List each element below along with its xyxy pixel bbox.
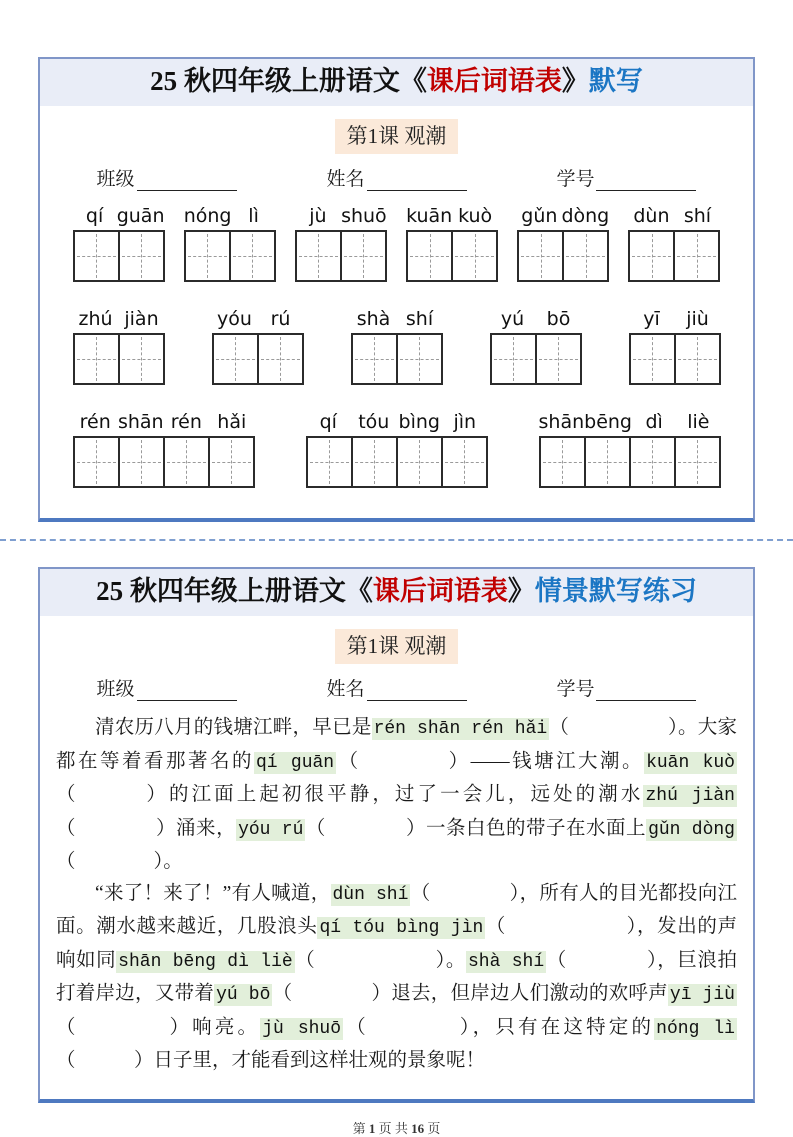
passage-pinyin: yú bō: [216, 985, 271, 1006]
pinyin-syllable: shān: [117, 411, 164, 434]
passage-text: （ ）。: [294, 949, 466, 971]
grid-cell: [535, 333, 582, 385]
pinyin-label: [73, 411, 255, 433]
pinyin-syllable: gǔn: [521, 205, 558, 228]
passage-text: （ ），只有在这特定的: [343, 1016, 655, 1038]
grid-cell: [674, 333, 721, 385]
passage-text: （ ）。: [56, 851, 183, 873]
grid-row: [73, 411, 721, 488]
passage-pinyin: yóu rú: [238, 819, 304, 840]
grid-cell: [340, 230, 387, 282]
pinyin-syllable: dòng: [561, 205, 610, 228]
title-rbracket: 》: [561, 66, 589, 96]
pinyin-syllable: lì: [248, 205, 259, 228]
word-unit: [306, 411, 488, 488]
grid-cell: [184, 230, 231, 282]
grid-cell: [351, 436, 398, 488]
passage-pinyin: gǔn dòng: [648, 819, 735, 840]
lesson-tag: 第1课 观潮: [335, 119, 459, 154]
pinyin-label: [406, 205, 498, 227]
passage-text: （ ）——钱塘江大潮。: [336, 750, 645, 772]
title-lbracket: 《: [345, 576, 373, 607]
pinyin-syllable: jù: [309, 205, 327, 228]
pinyin-syllable: bō: [546, 308, 571, 331]
field-name: [326, 674, 466, 701]
title-suffix: 默写: [588, 66, 643, 96]
student-fields: [97, 674, 697, 701]
writing-grid: [406, 230, 498, 282]
footer-total-pages: 16: [411, 1120, 425, 1136]
pinyin-syllable: bìng: [398, 411, 440, 434]
field-class: [97, 164, 237, 191]
pinyin-label: [351, 308, 443, 330]
pinyin-syllable: shuō: [341, 205, 387, 228]
passage-pinyin: kuān kuò: [646, 752, 735, 773]
field-class-label: 班级: [96, 169, 135, 191]
pinyin-syllable: shí: [683, 205, 712, 228]
grid-cell: [451, 230, 498, 282]
passage-text: （ ），发出的声响如同: [56, 916, 737, 971]
practice-section: [38, 567, 755, 1103]
passage-pinyin: qí tóu bìng jìn: [319, 918, 484, 939]
grid-cell: [118, 436, 165, 488]
writing-grid: [73, 230, 165, 282]
grid-cell: [396, 436, 443, 488]
field-name-label: 姓名: [326, 679, 365, 701]
passage-text: （ ），巨浪拍打着岸边，又带着: [56, 949, 737, 1005]
pinyin-syllable: jiù: [686, 308, 709, 331]
pinyin-syllable: liè: [687, 411, 710, 434]
pinyin-syllable: bēng: [584, 411, 632, 434]
word-unit: [539, 411, 721, 488]
passage-pinyin: shān bēng dì liè: [118, 951, 293, 972]
passage-text: （ ）的江面上起初很平静，过了一会儿，远处的潮水: [56, 784, 644, 806]
title-book-name: 课后词语表: [426, 66, 562, 96]
pinyin-label: [212, 308, 304, 330]
title-lbracket: 《: [399, 66, 427, 96]
pinyin-syllable: jìn: [453, 411, 477, 434]
dictation-title: [40, 59, 753, 106]
passage-pinyin: rén shān rén hǎi: [373, 719, 548, 740]
pinyin-syllable: yóu: [217, 308, 252, 331]
passage-text: （ ）涌来，: [56, 817, 237, 839]
grid-cell: [257, 333, 304, 385]
grid-cell: [73, 230, 120, 282]
field-class: [97, 674, 237, 701]
pinyin-syllable: yú: [500, 308, 525, 331]
pinyin-syllable: shān: [538, 411, 585, 434]
field-class-blank: [137, 170, 237, 191]
word-unit: [73, 308, 165, 385]
grid-cell: [490, 333, 537, 385]
passage-pinyin: zhú jiàn: [645, 786, 735, 807]
grid-cell: [212, 333, 259, 385]
word-unit: [406, 205, 498, 282]
passage-text: “来了！来了！”有人喊道，: [95, 882, 331, 904]
field-student-number: [556, 674, 696, 701]
grid-cell: [584, 436, 631, 488]
writing-grid: [212, 333, 304, 385]
footer-prefix: 第: [352, 1120, 369, 1136]
grid-cell: [163, 436, 210, 488]
title-rbracket: 》: [507, 576, 535, 607]
pinyin-label: [73, 308, 165, 330]
writing-grid: [184, 230, 276, 282]
field-name-label: 姓名: [326, 169, 365, 191]
grid-cell: [351, 333, 398, 385]
field-student-number-blank: [596, 681, 696, 702]
grid-cell: [628, 230, 675, 282]
passage-text: 清农历八月的钱塘江畔，早已是: [95, 717, 372, 739]
passage-pinyin: yī jiù: [669, 985, 735, 1006]
title-book-name: 课后词语表: [372, 576, 508, 607]
writing-grid: [490, 333, 582, 385]
student-fields: [97, 164, 697, 191]
passage-text: （ ）日子里，才能看到这样壮观的景象呢！: [56, 1050, 486, 1072]
footer-middle: 页 共: [375, 1120, 412, 1136]
writing-grid: [306, 436, 488, 488]
grid-cell: [441, 436, 488, 488]
writing-grid: [73, 333, 165, 385]
pinyin-syllable: hǎi: [217, 411, 247, 434]
pinyin-label: [490, 308, 582, 330]
word-unit: [628, 205, 720, 282]
footer-page-number: 1: [368, 1120, 376, 1136]
grid-cell: [73, 436, 120, 488]
passage-pinyin: jù shuō: [262, 1018, 342, 1039]
grid-cell: [539, 436, 586, 488]
grid-cell: [229, 230, 276, 282]
pinyin-label: [539, 411, 721, 433]
passage-pinyin: shà shí: [467, 951, 545, 972]
word-unit: [629, 308, 721, 385]
pinyin-syllable: rén: [170, 411, 202, 434]
pinyin-syllable: dì: [645, 411, 663, 434]
pinyin-syllable: zhú: [78, 308, 113, 331]
writing-grid: [628, 230, 720, 282]
pinyin-syllable: qí: [319, 411, 337, 434]
field-student-number-label: 学号: [556, 169, 595, 191]
pinyin-syllable: shí: [405, 308, 434, 331]
writing-grid: [351, 333, 443, 385]
passage-text: （ ）一条白色的带子在水面上: [305, 817, 647, 839]
word-unit: [490, 308, 582, 385]
writing-grid: [517, 230, 609, 282]
field-student-number: [556, 164, 696, 191]
lesson-row: [40, 629, 753, 664]
pinyin-syllable: rú: [270, 308, 291, 331]
grid-cell: [295, 230, 342, 282]
field-class-label: 班级: [96, 679, 135, 701]
writing-grid: [629, 333, 721, 385]
grid-cell: [73, 333, 120, 385]
field-student-number-label: 学号: [556, 679, 595, 701]
passage-paragraph: [56, 712, 737, 878]
pinyin-label: [629, 308, 721, 330]
grid-cell: [562, 230, 609, 282]
passage-pinyin: dùn shí: [332, 884, 409, 905]
pinyin-label: [628, 205, 720, 227]
writing-grid: [295, 230, 387, 282]
word-unit: [351, 308, 443, 385]
section-divider: [0, 539, 793, 541]
field-name-blank: [367, 170, 467, 191]
field-class-blank: [137, 681, 237, 702]
grid-cell: [517, 230, 564, 282]
writing-grid: [73, 436, 255, 488]
word-unit: [73, 205, 165, 282]
page-footer: [38, 1118, 755, 1137]
pinyin-syllable: qí: [85, 205, 104, 228]
field-name-blank: [367, 681, 467, 702]
grid-cell: [629, 333, 676, 385]
grid-row: [73, 205, 721, 282]
title-suffix: 情景默写练习: [534, 576, 697, 607]
grid-cell: [118, 333, 165, 385]
footer-suffix: 页: [424, 1120, 441, 1136]
pinyin-syllable: rén: [79, 411, 111, 434]
grid-cell: [208, 436, 255, 488]
pinyin-syllable: kuò: [458, 205, 493, 228]
field-student-number-blank: [596, 170, 696, 191]
pinyin-label: [295, 205, 387, 227]
passage-text: （ ）响亮。: [56, 1016, 261, 1038]
word-unit: [212, 308, 304, 385]
grid-cell: [673, 230, 720, 282]
pinyin-syllable: guān: [116, 205, 165, 228]
word-unit: [184, 205, 276, 282]
word-unit: [73, 411, 255, 488]
pinyin-syllable: dùn: [633, 205, 670, 228]
lesson-row: [40, 119, 753, 154]
practice-title: [40, 569, 753, 616]
passage-pinyin: nóng lì: [656, 1018, 735, 1039]
passage: [40, 701, 753, 1099]
grid-cell: [629, 436, 676, 488]
passage-paragraph: [56, 878, 737, 1077]
pinyin-syllable: kuān: [406, 205, 453, 228]
word-unit: [517, 205, 609, 282]
writing-grid-area: [40, 191, 753, 518]
pinyin-label: [306, 411, 488, 433]
grid-cell: [306, 436, 353, 488]
dictation-section: [38, 57, 755, 522]
pinyin-label: [517, 205, 609, 227]
grid-cell: [406, 230, 453, 282]
title-prefix: 25 秋四年级上册语文: [96, 576, 346, 607]
pinyin-syllable: nóng: [183, 205, 232, 228]
pinyin-label: [73, 205, 165, 227]
passage-text: （ ），所有人的目光都投向江面。潮水越来越近，几股浪头: [56, 882, 737, 938]
title-prefix: 25 秋四年级上册语文: [150, 66, 400, 96]
passage-text: （ ）。大家都在等着看那著名的: [56, 717, 737, 772]
pinyin-syllable: jiàn: [124, 308, 159, 331]
grid-row: [73, 308, 721, 385]
passage-pinyin: qí guān: [255, 752, 335, 773]
pinyin-syllable: yī: [643, 308, 660, 331]
grid-cell: [674, 436, 721, 488]
grid-cell: [396, 333, 443, 385]
lesson-tag: 第1课 观潮: [335, 629, 459, 664]
pinyin-syllable: tóu: [358, 411, 390, 434]
word-unit: [295, 205, 387, 282]
pinyin-label: [184, 205, 276, 227]
pinyin-syllable: shà: [356, 308, 391, 331]
grid-cell: [118, 230, 165, 282]
writing-grid: [539, 436, 721, 488]
field-name: [326, 164, 466, 191]
passage-text: （ ）退去，但岸边人们激动的欢呼声: [272, 983, 668, 1005]
